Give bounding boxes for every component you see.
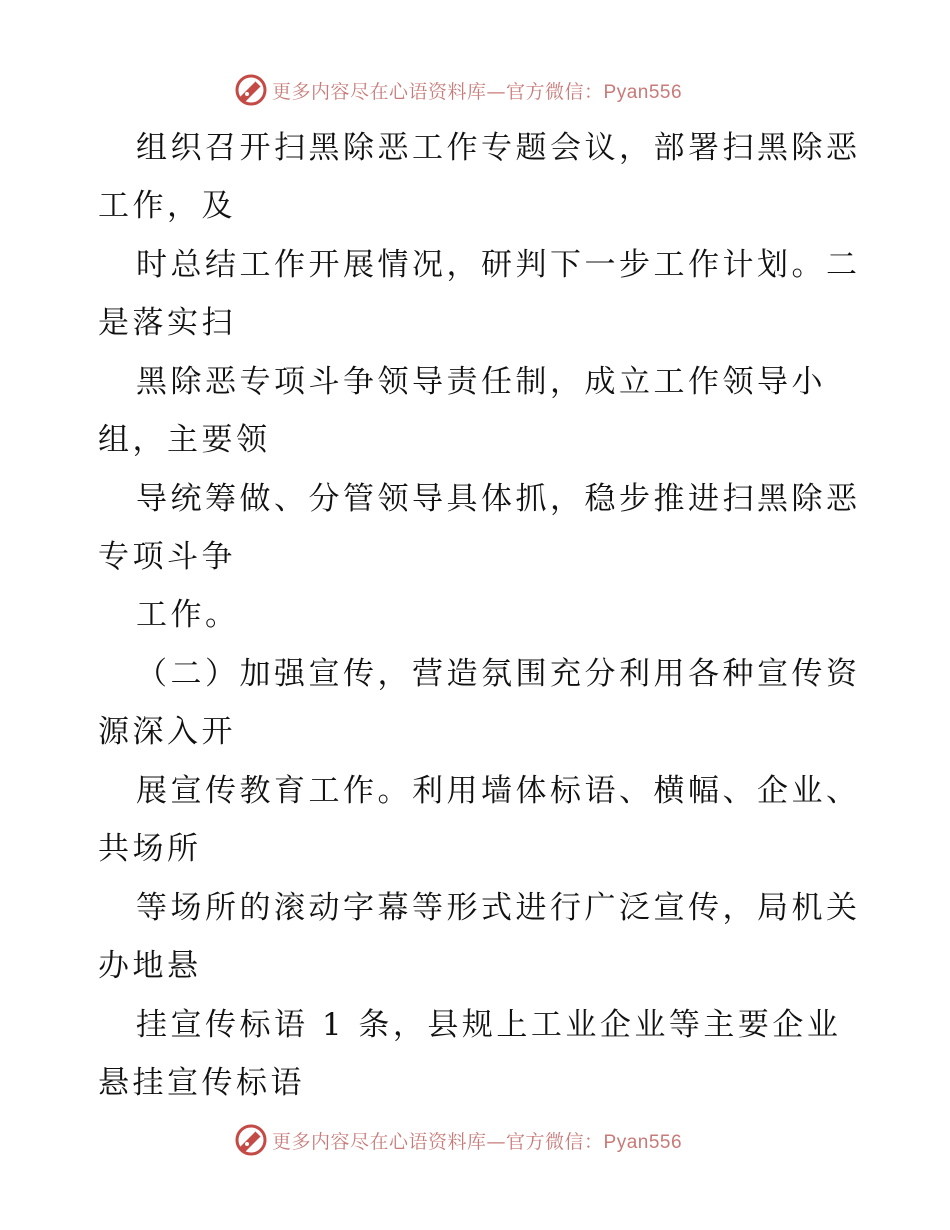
watermark-text: 更多内容尽在心语资料库—官方微信：Pyan556 xyxy=(272,1130,683,1153)
watermark-text: 更多内容尽在心语资料库—官方微信：Pyan556 xyxy=(272,80,683,103)
text-line: 组，主要领 xyxy=(98,422,271,458)
text-line: （二）加强宣传，营造氛围充分利用各种宣传资 xyxy=(136,656,861,692)
text-line: 办地悬 xyxy=(98,948,202,984)
text-line: 工作，及 xyxy=(98,188,236,224)
text-line: 展宣传教育工作。利用墙体标语、横幅、企业、 xyxy=(136,773,861,809)
header-watermark xyxy=(234,72,682,108)
text-line: 黑除恶专项斗争领导责任制，成立工作领导小 xyxy=(136,364,826,400)
text-line: 专项斗争 xyxy=(98,539,236,575)
pen-nib-logo-icon xyxy=(234,1123,268,1157)
text-line: 挂宣传标语 1 条，县规上工业企业等主要企业 xyxy=(136,1007,842,1043)
text-line: 等场所的滚动字幕等形式进行广泛宣传，局机关 xyxy=(136,890,861,926)
footer-watermark xyxy=(234,1122,682,1158)
text-line: 悬挂宣传标语 xyxy=(98,1065,305,1101)
text-line: 共场所 xyxy=(98,831,202,867)
text-line: 是落实扫 xyxy=(98,305,236,341)
text-line: 源深入开 xyxy=(98,714,236,750)
text-line: 工作。 xyxy=(136,597,240,633)
text-line: 导统筹做、分管领导具体抓，稳步推进扫黑除恶 xyxy=(136,481,861,517)
text-line: 组织召开扫黑除恶工作专题会议，部署扫黑除恶 xyxy=(136,130,861,166)
pen-nib-logo-icon xyxy=(234,73,268,107)
text-line: 时总结工作开展情况，研判下一步工作计划。二 xyxy=(136,247,861,283)
